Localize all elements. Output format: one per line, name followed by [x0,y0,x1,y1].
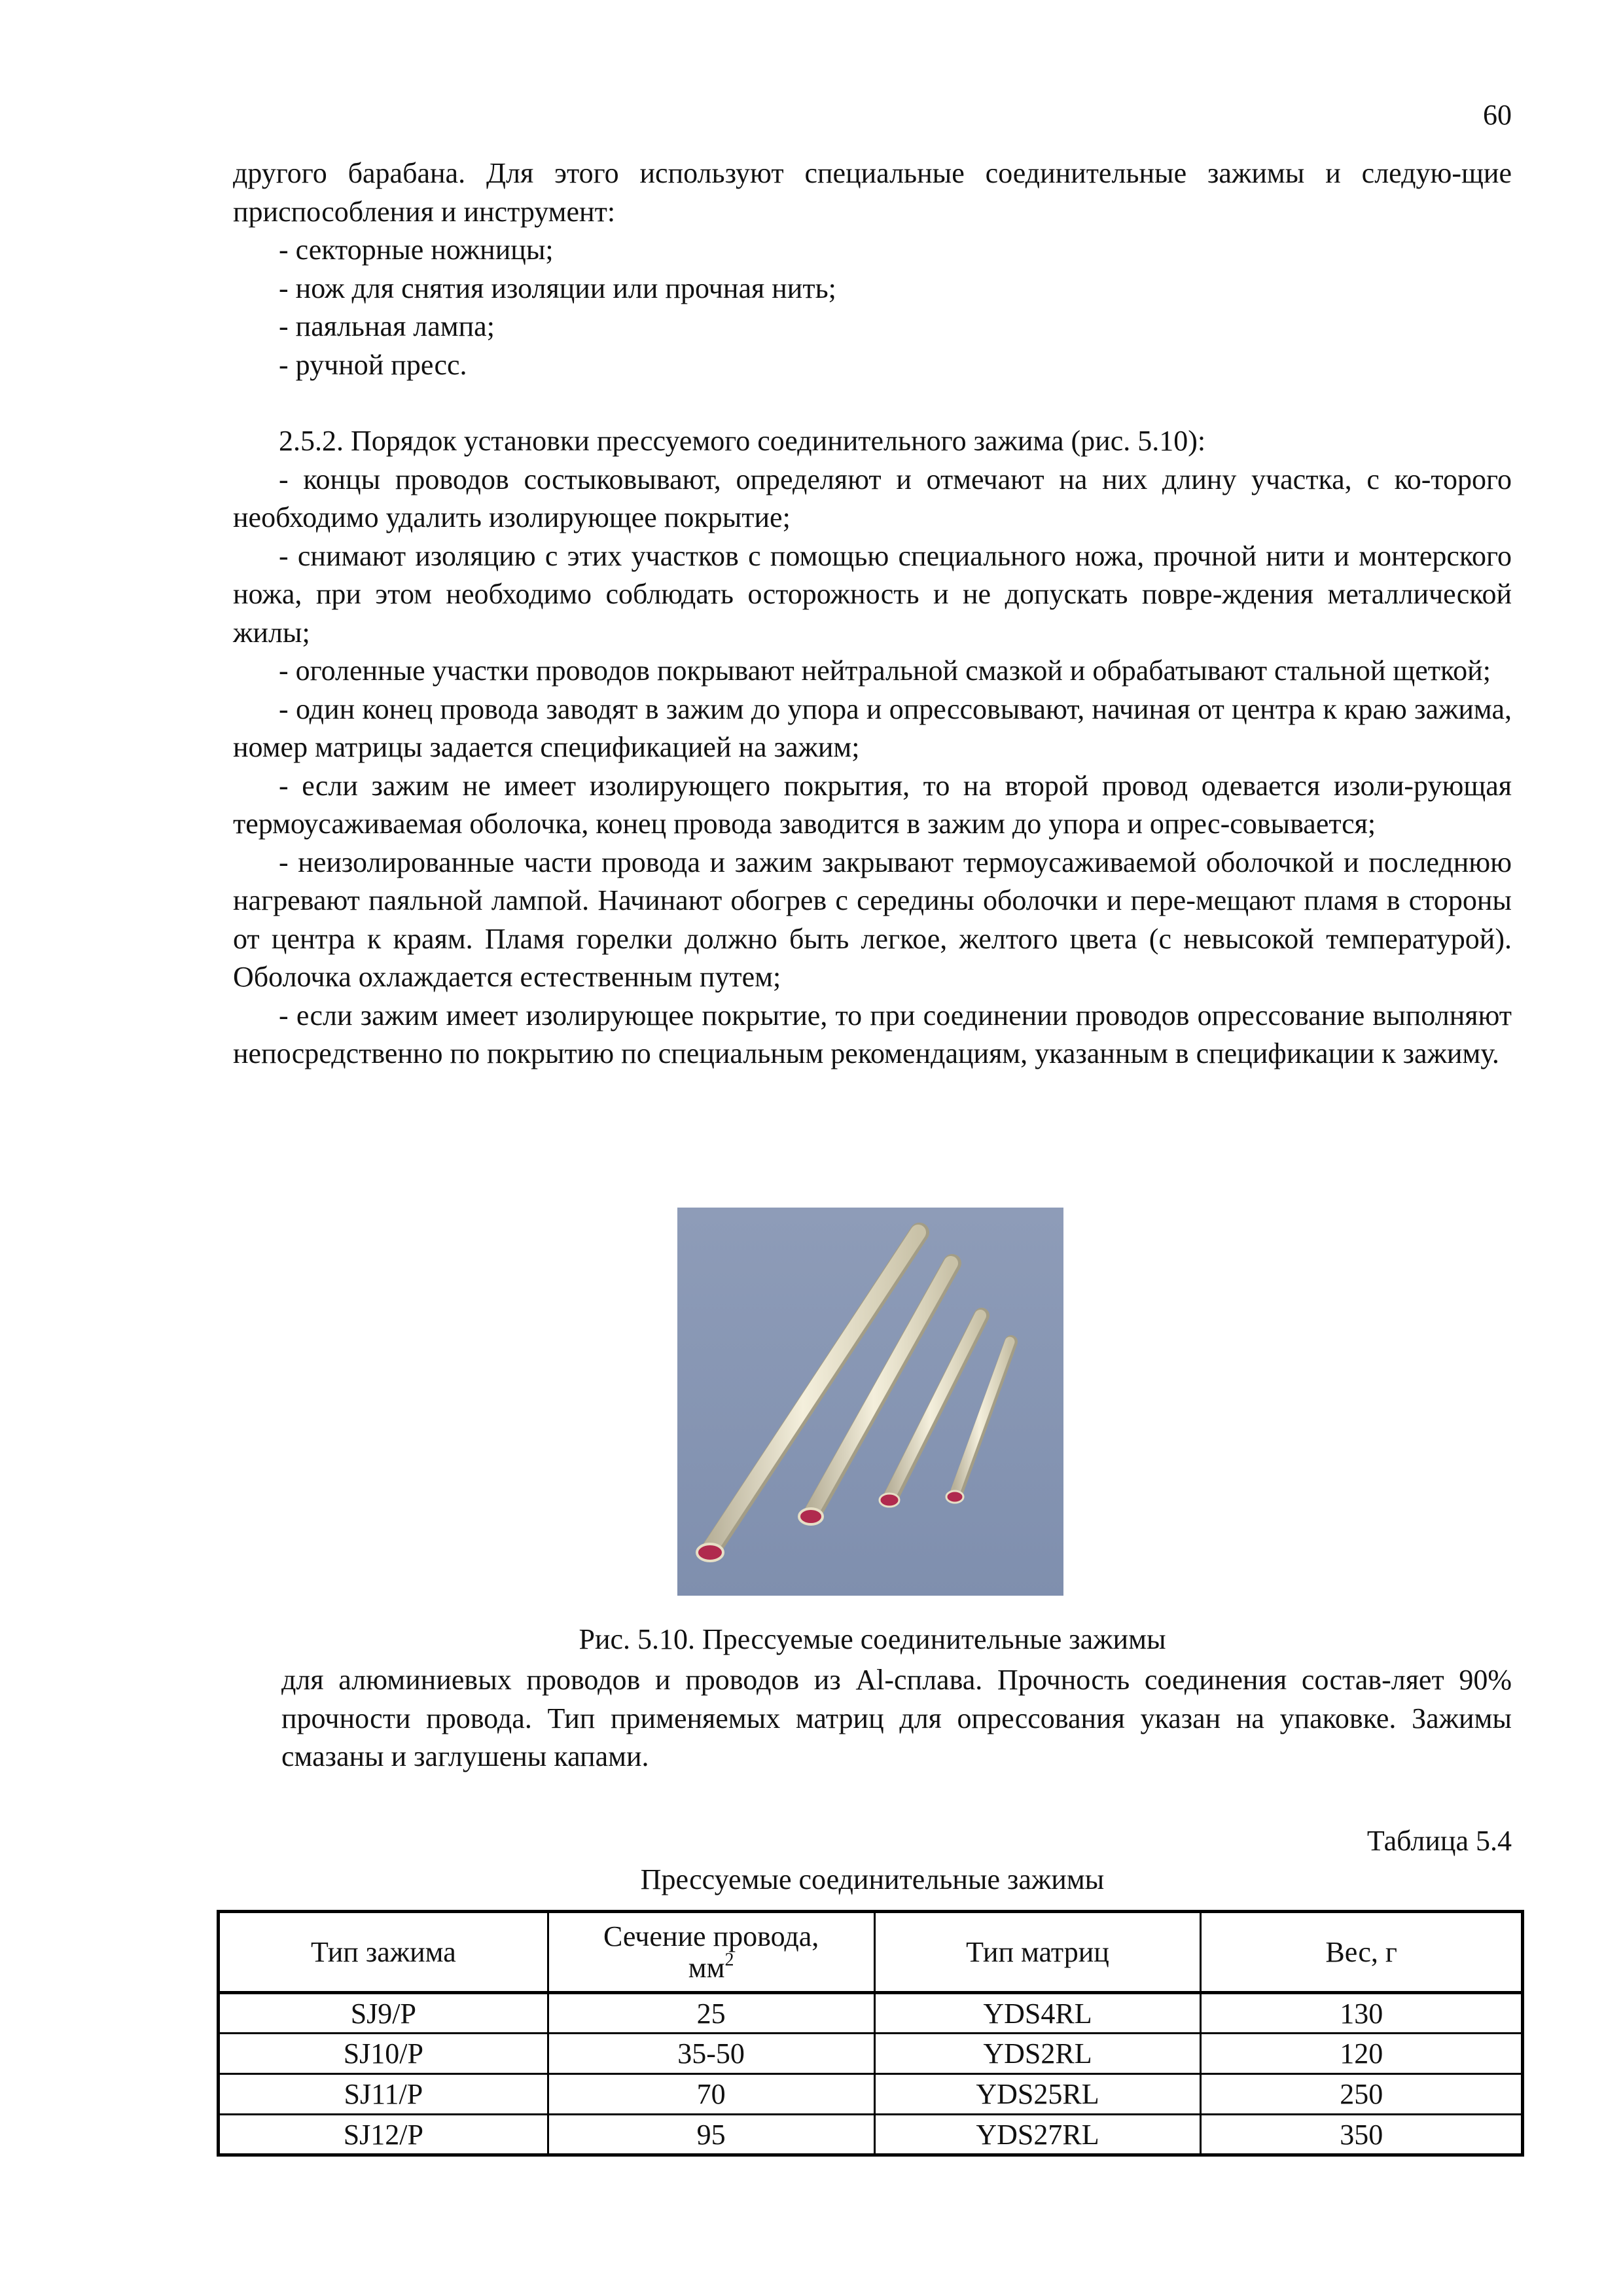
clamp-cap [946,1491,963,1503]
tool-list-item: - секторные ножницы; [279,234,554,266]
table-row [219,1993,1523,2034]
step-paragraph: - если зажим не имеет изолирующего покрытия, то на второй провод одевается изоли-рующая термоусаживаемая оболочка, конец провода заводится в зажим до упора и опрес-совывается; [233,769,1512,840]
header-wire-section [548,1912,874,1993]
cell-die-type: YDS27RL [874,2115,1201,2155]
cell-wire-section: 25 [548,1993,874,2034]
header-weight: Вес, г [1201,1912,1523,1993]
header-unit-exponent: 2 [724,1949,734,1970]
clamp-cap [697,1544,723,1561]
cell-weight: 250 [1201,2074,1523,2115]
tool-list-item: - паяльная лампа; [279,310,495,342]
cell-clamp-type: SJ11/P [219,2074,548,2115]
figure-description: для алюминиевых проводов и проводов из Al-сплава. Прочность соединения состав-ляет 90% прочности провода. Тип применяемых матриц для опрессования указан на упаковке. Зажимы смазаны и заглушены капами. [281,1664,1512,1772]
header-clamp-type: Тип зажима [219,1912,548,1993]
page-number: 60 [1483,99,1512,131]
table-row [219,2074,1523,2115]
step-paragraph: - если зажим имеет изолирующее покрытие, то при соединении проводов опрессование выполняют непосредственно по покрытию по специальным рекомендациям, указанным в спецификации к зажиму. [233,999,1512,1069]
header-die-type: Тип матриц [874,1912,1201,1993]
cell-clamp-type: SJ12/P [219,2115,548,2155]
step-paragraph: - неизолированные части провода и зажим закрывают термоусаживаемой оболочкой и последнюю нагревают паяльной лампой. Начинают обогрев с середины оболочки и пере-мещают пламя в стороны от центра к краям. Пламя горелки должно быть легкое, желтого цвета (с невысокой температурой). Оболочка охлаждается естественным путем; [233,846,1512,993]
tool-list-item: - ручной пресс. [279,348,467,381]
step-paragraph: - снимают изоляцию с этих участков с помощью специального ножа, прочной нити и монтерского ножа, при этом необходимо соблюдать осторожность и не допускать повре-ждения металлической жилы; [233,539,1512,649]
cell-clamp-type: SJ10/P [219,2034,548,2074]
step-paragraph: - один конец провода заводят в зажим до упора и опрессовывают, начиная от центра к краю зажима, номер матрицы задается спецификацией на зажим; [233,692,1512,763]
cell-wire-section: 35-50 [548,2034,874,2074]
table-row [219,2115,1523,2155]
table-label: Таблица 5.4 [1366,1825,1512,1857]
tool-list-item: - нож для снятия изоляции или прочная нить; [279,272,836,304]
header-wire-section-label: Сечение провода, [603,1920,819,1952]
table-header-row [219,1912,1523,1993]
section-heading: 2.5.2. Порядок установки прессуемого соединительного зажима (рис. 5.10): [279,425,1206,457]
cell-die-type: YDS2RL [874,2034,1201,2074]
clamp-cap [880,1494,899,1507]
header-wire-section-unit: мм [688,1951,725,1984]
clamps-photo [677,1208,1063,1596]
cell-wire-section: 70 [548,2074,874,2115]
clamps-table [217,1910,1524,2157]
cell-die-type: YDS25RL [874,2074,1201,2115]
cell-weight: 130 [1201,1993,1523,2034]
step-paragraph: - концы проводов состыковывают, определяют и отмечают на них длину участка, с ко-торого необходимо удалить изолирующее покрытие; [233,463,1512,533]
cell-wire-section: 95 [548,2115,874,2155]
intro-paragraph: другого барабана. Для этого используют специальные соединительные зажимы и следую-щие приспособления и инструмент: [233,157,1512,228]
table-title: Прессуемые соединительные зажимы [640,1863,1105,1895]
clamp-cap [799,1509,823,1524]
cell-die-type: YDS4RL [874,1993,1201,2034]
step-paragraph: - оголенные участки проводов покрывают нейтральной смазкой и обрабатывают стальной щеткой; [279,655,1491,687]
cell-weight: 120 [1201,2034,1523,2074]
body-text [233,154,1512,1073]
cell-clamp-type: SJ9/P [219,1993,548,2034]
table-row [219,2034,1523,2074]
figure-caption: Рис. 5.10. Прессуемые соединительные зажимы [579,1623,1166,1655]
cell-weight: 350 [1201,2115,1523,2155]
